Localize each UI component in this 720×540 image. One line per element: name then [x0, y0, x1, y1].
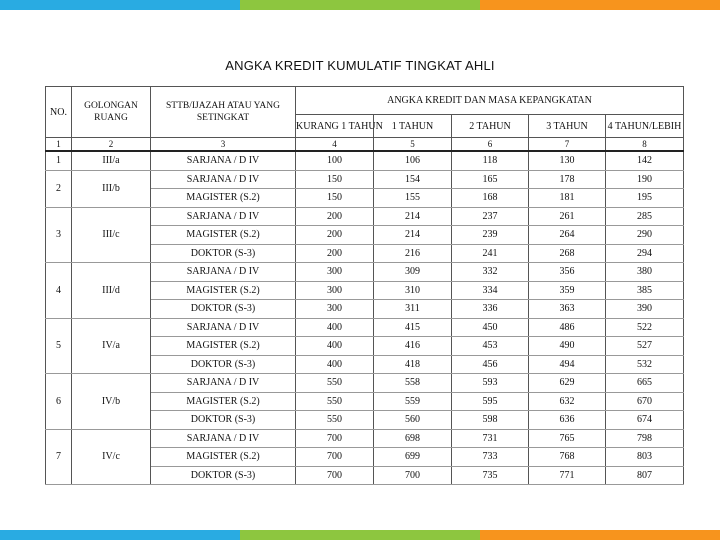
credit-value-cell: 300	[296, 300, 374, 319]
credit-value-cell: 294	[606, 244, 684, 263]
credit-value-cell: 416	[374, 337, 452, 356]
credit-value-cell: 771	[529, 466, 606, 485]
credit-value-cell: 636	[529, 411, 606, 430]
credit-value-cell: 803	[606, 448, 684, 467]
header-group: ANGKA KREDIT DAN MASA KEPANGKATAN	[296, 87, 684, 115]
table-row	[46, 151, 684, 170]
ijazah-cell: MAGISTER (S.2)	[151, 189, 296, 208]
credit-value-cell: 629	[529, 374, 606, 393]
credit-value-cell: 453	[452, 337, 529, 356]
column-number: 3	[151, 138, 296, 152]
row-number: 6	[46, 374, 72, 430]
table-row	[46, 374, 684, 393]
credit-value-cell: 241	[452, 244, 529, 263]
row-number: 2	[46, 170, 72, 207]
credit-value-cell: 290	[606, 226, 684, 245]
credit-value-cell: 700	[296, 466, 374, 485]
credit-value-cell: 130	[529, 151, 606, 170]
ijazah-cell: DOKTOR (S-3)	[151, 244, 296, 263]
credit-value-cell: 593	[452, 374, 529, 393]
row-number: 3	[46, 207, 72, 263]
credit-value-cell: 674	[606, 411, 684, 430]
accent-segment-blue	[0, 530, 240, 540]
table-row	[46, 263, 684, 282]
credit-value-cell: 190	[606, 170, 684, 189]
ijazah-cell: MAGISTER (S.2)	[151, 337, 296, 356]
credit-value-cell: 632	[529, 392, 606, 411]
header-period: 1 TAHUN	[374, 115, 452, 138]
credit-value-cell: 363	[529, 300, 606, 319]
table-row	[46, 207, 684, 226]
credit-value-cell: 665	[606, 374, 684, 393]
credit-value-cell: 385	[606, 281, 684, 300]
credit-value-cell: 450	[452, 318, 529, 337]
golongan-cell: IV/b	[72, 374, 151, 430]
credit-value-cell: 300	[296, 263, 374, 282]
credit-value-cell: 200	[296, 226, 374, 245]
golongan-cell: III/d	[72, 263, 151, 319]
table-row	[46, 429, 684, 448]
column-number: 4	[296, 138, 374, 152]
accent-segment-orange	[480, 530, 720, 540]
credit-value-cell: 670	[606, 392, 684, 411]
credit-value-cell: 390	[606, 300, 684, 319]
ijazah-cell: MAGISTER (S.2)	[151, 448, 296, 467]
credit-value-cell: 239	[452, 226, 529, 245]
credit-value-cell: 264	[529, 226, 606, 245]
credit-value-cell: 768	[529, 448, 606, 467]
credit-value-cell: 195	[606, 189, 684, 208]
golongan-cell: III/c	[72, 207, 151, 263]
ijazah-cell: SARJANA / D IV	[151, 263, 296, 282]
credit-value-cell: 735	[452, 466, 529, 485]
ijazah-cell: MAGISTER (S.2)	[151, 226, 296, 245]
credit-value-cell: 700	[296, 429, 374, 448]
credit-value-cell: 700	[296, 448, 374, 467]
header-period: 2 TAHUN	[452, 115, 529, 138]
credit-value-cell: 595	[452, 392, 529, 411]
top-accent-bar	[0, 0, 720, 10]
accent-segment-green	[240, 0, 480, 10]
ijazah-cell: SARJANA / D IV	[151, 207, 296, 226]
credit-value-cell: 100	[296, 151, 374, 170]
column-number: 7	[529, 138, 606, 152]
ijazah-cell: MAGISTER (S.2)	[151, 281, 296, 300]
accent-segment-blue	[0, 0, 240, 10]
credit-value-cell: 118	[452, 151, 529, 170]
ijazah-cell: DOKTOR (S-3)	[151, 466, 296, 485]
credit-value-cell: 216	[374, 244, 452, 263]
credit-value-cell: 359	[529, 281, 606, 300]
column-number: 8	[606, 138, 684, 152]
ijazah-cell: DOKTOR (S-3)	[151, 411, 296, 430]
ijazah-cell: SARJANA / D IV	[151, 151, 296, 170]
credit-value-cell: 699	[374, 448, 452, 467]
credit-value-cell: 456	[452, 355, 529, 374]
header-golongan: GOLONGAN RUANG	[72, 87, 151, 138]
credit-value-cell: 490	[529, 337, 606, 356]
credit-value-cell: 698	[374, 429, 452, 448]
page-title: ANGKA KREDIT KUMULATIF TINGKAT AHLI	[225, 58, 495, 73]
credit-value-cell: 300	[296, 281, 374, 300]
credit-value-cell: 400	[296, 318, 374, 337]
credit-value-cell: 558	[374, 374, 452, 393]
ijazah-cell: DOKTOR (S-3)	[151, 355, 296, 374]
ijazah-cell: DOKTOR (S-3)	[151, 300, 296, 319]
column-number: 5	[374, 138, 452, 152]
credit-value-cell: 400	[296, 355, 374, 374]
credit-value-cell: 165	[452, 170, 529, 189]
column-number: 6	[452, 138, 529, 152]
header-period: KURANG 1 TAHUN	[296, 115, 374, 138]
golongan-cell: III/a	[72, 151, 151, 170]
credit-value-cell: 178	[529, 170, 606, 189]
credit-value-cell: 807	[606, 466, 684, 485]
credit-value-cell: 560	[374, 411, 452, 430]
credit-value-cell: 334	[452, 281, 529, 300]
credit-value-cell: 200	[296, 244, 374, 263]
golongan-cell: III/b	[72, 170, 151, 207]
header-ijazah: STTB/IJAZAH ATAU YANG SETINGKAT	[151, 87, 296, 138]
credit-value-cell: 356	[529, 263, 606, 282]
credit-value-cell: 380	[606, 263, 684, 282]
credit-value-cell: 285	[606, 207, 684, 226]
credit-value-cell: 181	[529, 189, 606, 208]
credit-value-cell: 527	[606, 337, 684, 356]
accent-segment-green	[240, 530, 480, 540]
credit-value-cell: 559	[374, 392, 452, 411]
credit-value-cell: 200	[296, 207, 374, 226]
credit-value-cell: 336	[452, 300, 529, 319]
row-number: 7	[46, 429, 72, 485]
credit-value-cell: 765	[529, 429, 606, 448]
golongan-cell: IV/c	[72, 429, 151, 485]
credit-value-cell: 550	[296, 374, 374, 393]
credit-value-cell: 154	[374, 170, 452, 189]
header-no: NO.	[46, 87, 72, 138]
credit-table	[45, 86, 684, 485]
ijazah-cell: SARJANA / D IV	[151, 318, 296, 337]
column-number: 1	[46, 138, 72, 152]
credit-value-cell: 494	[529, 355, 606, 374]
credit-value-cell: 415	[374, 318, 452, 337]
header-period: 4 TAHUN/LEBIH	[606, 115, 684, 138]
column-number: 2	[72, 138, 151, 152]
accent-segment-orange	[480, 0, 720, 10]
row-number: 1	[46, 151, 72, 170]
credit-value-cell: 700	[374, 466, 452, 485]
credit-value-cell: 798	[606, 429, 684, 448]
credit-value-cell: 168	[452, 189, 529, 208]
bottom-accent-bar	[0, 530, 720, 540]
credit-value-cell: 532	[606, 355, 684, 374]
credit-value-cell: 400	[296, 337, 374, 356]
credit-value-cell: 268	[529, 244, 606, 263]
credit-value-cell: 142	[606, 151, 684, 170]
credit-value-cell: 214	[374, 226, 452, 245]
credit-value-cell: 214	[374, 207, 452, 226]
ijazah-cell: SARJANA / D IV	[151, 374, 296, 393]
credit-value-cell: 550	[296, 411, 374, 430]
credit-value-cell: 486	[529, 318, 606, 337]
ijazah-cell: MAGISTER (S.2)	[151, 392, 296, 411]
table-body	[46, 151, 684, 485]
credit-value-cell: 522	[606, 318, 684, 337]
row-number: 5	[46, 318, 72, 374]
credit-value-cell: 550	[296, 392, 374, 411]
credit-value-cell: 332	[452, 263, 529, 282]
golongan-cell: IV/a	[72, 318, 151, 374]
header-period: 3 TAHUN	[529, 115, 606, 138]
credit-value-cell: 150	[296, 170, 374, 189]
credit-value-cell: 155	[374, 189, 452, 208]
table-row	[46, 318, 684, 337]
credit-value-cell: 418	[374, 355, 452, 374]
credit-value-cell: 237	[452, 207, 529, 226]
credit-value-cell: 150	[296, 189, 374, 208]
ijazah-cell: SARJANA / D IV	[151, 170, 296, 189]
credit-value-cell: 733	[452, 448, 529, 467]
credit-value-cell: 310	[374, 281, 452, 300]
table-row	[46, 170, 684, 189]
row-number: 4	[46, 263, 72, 319]
credit-value-cell: 598	[452, 411, 529, 430]
ijazah-cell: SARJANA / D IV	[151, 429, 296, 448]
credit-value-cell: 731	[452, 429, 529, 448]
credit-value-cell: 106	[374, 151, 452, 170]
credit-value-cell: 309	[374, 263, 452, 282]
credit-value-cell: 261	[529, 207, 606, 226]
credit-value-cell: 311	[374, 300, 452, 319]
